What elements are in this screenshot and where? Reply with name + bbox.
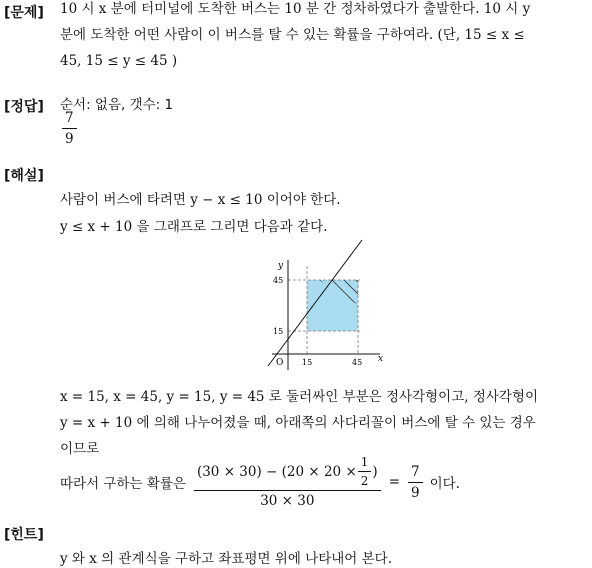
half-fraction (358, 455, 372, 488)
x-axis-label: x (378, 354, 384, 364)
result-fraction (408, 464, 423, 501)
result-numerator: 7 (408, 464, 423, 483)
problem-label: [문제] (4, 5, 44, 21)
formula-numerator-part-b: ) (372, 463, 378, 480)
solution-line-1: 사람이 버스에 타려면 y − x ≤ 10 이어야 한다. (60, 192, 341, 208)
answer-meta: 순서: 없음, 갯수: 1 (60, 97, 174, 113)
problem-line-2: 분에 도착한 어떤 사람이 이 버스를 탈 수 있는 확률을 구하여라. (단, 15 ≤ x ≤ (60, 27, 525, 43)
sample-square (307, 280, 358, 331)
formula-prefix: 따라서 구하는 확률은 (60, 476, 186, 492)
formula-fraction (194, 455, 381, 509)
hint-line-1: y 와 x 의 관계식을 구하고 좌표평면 위에 나타내어 본다. (60, 551, 393, 567)
tick-y-45: 45 (273, 276, 284, 285)
half-denominator: 2 (360, 474, 369, 488)
hint-label: [힌트] (4, 527, 44, 543)
formula-numerator-part-a: (30 × 30) − (20 × 20 × (196, 463, 357, 480)
origin-label: O (276, 358, 284, 368)
result-denominator: 9 (411, 484, 420, 501)
answer-denominator: 9 (65, 131, 74, 147)
solution-line-3: x = 15, x = 45, y = 15, y = 45 로 둘러싸인 부분은 정사각형이고, 정사각형이 (60, 389, 539, 405)
formula-numerator (194, 455, 381, 491)
problem-line-1: 10 시 x 분에 터미널에 도착한 버스는 10 분 간 정차하였다가 출발한다. 10 시 y (60, 1, 531, 17)
answer-fraction (58, 110, 81, 147)
tick-x-15: 15 (302, 358, 313, 367)
equals-sign: = (388, 474, 400, 490)
formula-suffix: 이다. (429, 476, 460, 492)
solution-line-4: y = x + 10 에 의해 나누어졌을 때, 아래쪽의 사다리꼴이 버스에 탈 수 있는 경우 (60, 415, 536, 431)
probability-formula (60, 454, 460, 510)
y-axis-label: y (278, 261, 284, 271)
half-numerator: 1 (358, 455, 372, 472)
solution-line-2: y ≤ x + 10 을 그래프로 그리면 다음과 같다. (60, 219, 328, 235)
answer-label: [정답] (4, 99, 44, 115)
tick-x-45: 45 (352, 358, 363, 367)
formula-denominator: 30 × 30 (260, 493, 315, 509)
problem-line-3: 45, 15 ≤ y ≤ 45 ) (60, 53, 178, 69)
solution-label: [해설] (4, 168, 44, 184)
tick-y-15: 15 (273, 327, 284, 336)
solution-line-5: 이므로 (60, 441, 100, 457)
answer-numerator: 7 (62, 110, 77, 129)
probability-graph (262, 238, 392, 372)
